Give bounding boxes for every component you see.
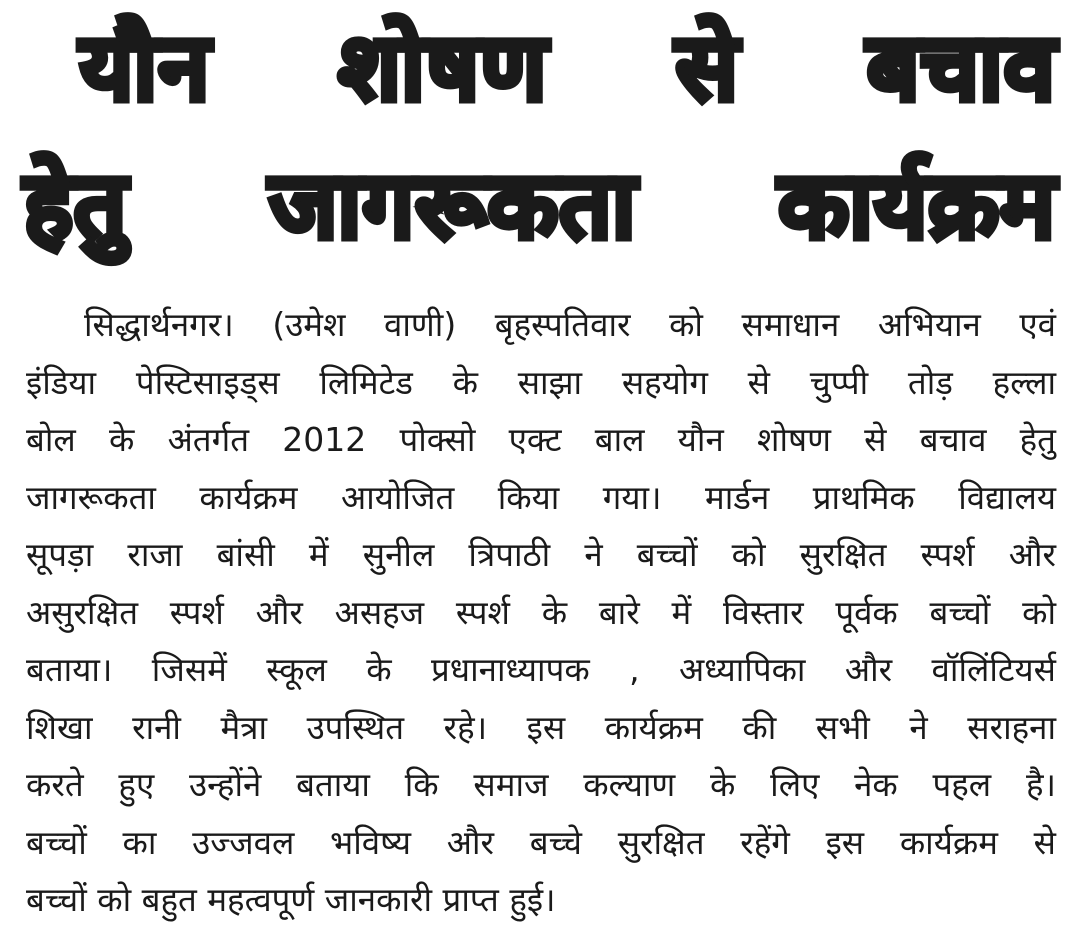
body-line: असुरक्षित स्पर्श और असहज स्पर्श के बारे में विस्तार पूर्वक बच्चों को	[26, 592, 1056, 632]
body-line: बोल के अंतर्गत 2012 पोक्सो एक्ट बाल यौन शोषण से बचाव हेतु	[26, 420, 1056, 459]
body-line: जागरूकता कार्यक्रम आयोजित किया गया। मार्डन प्राथमिक विद्यालय	[26, 477, 1056, 517]
article-body	[26, 296, 1056, 929]
headline-line-2: हेतु जागरूकता कार्यक्रम	[24, 152, 1056, 259]
body-line: बच्चों को बहुत महत्वपूर्ण जानकारी प्राप्त हुई।	[26, 880, 556, 919]
body-line: शिखा रानी मैत्रा उपस्थित रहे। इस कार्यक्रम की सभी ने सराहना	[26, 707, 1056, 747]
body-line: करते हुए उन्होंने बताया कि समाज कल्याण के लिए नेक पहल है।	[26, 765, 1056, 804]
body-line: इंडिया पेस्टिसाइड्स लिमिटेड के साझा सहयोग से चुप्पी तोड़ हल्ला	[26, 362, 1056, 402]
body-line: बच्चों का उज्जवल भविष्य और बच्चे सुरक्षित रहेंगे इस कार्यक्रम से	[26, 822, 1056, 862]
body-line: सिद्धार्थनगर। (उमेश वाणी) बृहस्पतिवार को समाधान अभियान एवं	[84, 305, 1056, 344]
body-line: बताया। जिसमें स्कूल के प्रधानाध्यापक , अध्यापिका और वॉलिंटियर्स	[26, 650, 1056, 689]
body-line: सूपड़ा राजा बांसी में सुनील त्रिपाठी ने बच्चों को सुरक्षित स्पर्श और	[26, 535, 1056, 574]
headline-line-1: यौन शोषण से बचाव	[80, 14, 1056, 121]
